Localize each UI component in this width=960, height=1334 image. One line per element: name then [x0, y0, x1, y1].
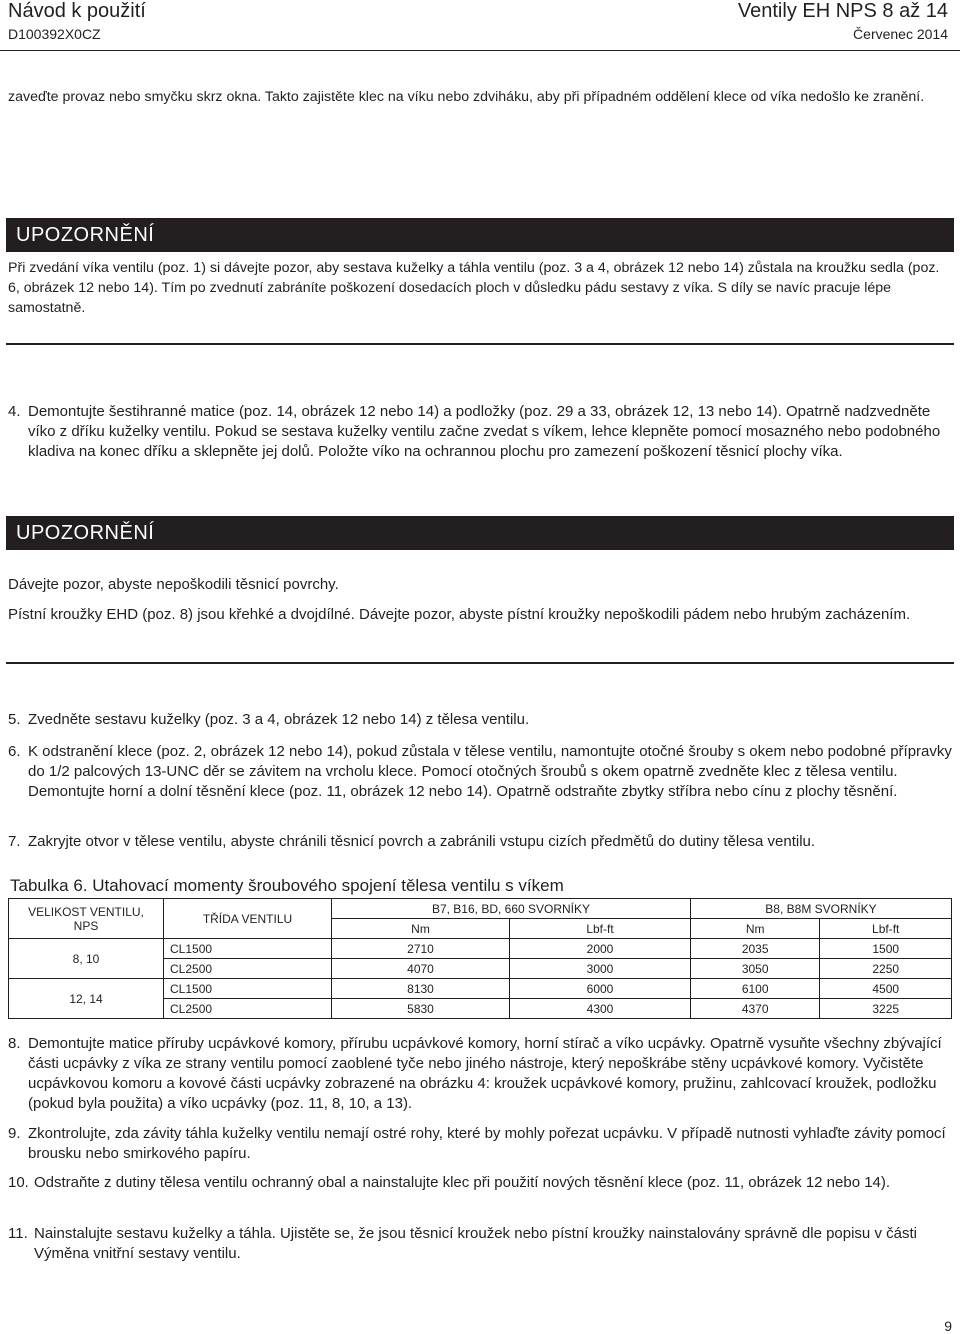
warning-label-2: UPOZORNĚNÍ: [16, 522, 155, 544]
step-text: Zkontrolujte, zda závity táhla kuželky ventilu nemají ostré rohy, které by mohly pořezat ucpávku. V případě nutnosti vyhlaďte závity pomocí brousku nebo smirkového papíru.: [28, 1125, 946, 1162]
cell-value: 4370: [690, 999, 819, 1019]
document-title: Návod k použití: [8, 0, 146, 22]
cell-value: 4300: [510, 999, 691, 1019]
unit-nm-2: Nm: [690, 919, 819, 939]
step-8: [8, 1034, 952, 1114]
page-number: 9: [944, 1318, 952, 1334]
cell-class: CL2500: [164, 999, 332, 1019]
warning-text-2a: Dávejte pozor, abyste nepoškodili těsnicí povrchy.: [8, 576, 339, 593]
cell-size: 8, 10: [9, 939, 164, 979]
product-title: Ventily EH NPS 8 až 14: [737, 0, 948, 22]
document-date: Červenec 2014: [853, 26, 948, 42]
cell-class: CL1500: [164, 939, 332, 959]
step-number: 6.: [8, 743, 21, 760]
cell-size: 12, 14: [9, 979, 164, 1019]
step-4: [8, 402, 952, 462]
step-text: Odstraňte z dutiny tělesa ventilu ochranný obal a nainstalujte klec při použití nových těsnění klece (poz. 11, obrázek 12 nebo 14).: [34, 1174, 891, 1191]
warning-banner-2: [6, 516, 954, 550]
warning-rule-1: [6, 343, 954, 345]
intro-paragraph: zaveďte provaz nebo smyčku skrz okna. Takto zajistěte klec na víku nebo zdviháku, aby při případném oddělení klece od víka nedošlo ke zranění.: [8, 89, 925, 105]
table-header-row: [9, 899, 952, 919]
warning-label-1: UPOZORNĚNÍ: [16, 224, 155, 246]
step-number: 4.: [8, 403, 21, 420]
step-number: 11.: [8, 1225, 28, 1242]
page-header: [0, 0, 960, 51]
unit-lbf-2: Lbf-ft: [820, 919, 952, 939]
step-number: 8.: [8, 1035, 21, 1052]
header-valve-class: TŘÍDA VENTILU: [164, 899, 332, 939]
cell-value: 3225: [820, 999, 952, 1019]
cell-value: 6000: [510, 979, 691, 999]
step-text: Zvedněte sestavu kuželky (poz. 3 a 4, obrázek 12 nebo 14) z tělesa ventilu.: [28, 711, 530, 728]
step-text: Zakryjte otvor v tělese ventilu, abyste chránili těsnicí povrch a zabránili vstupu cizích předmětů do dutiny tělesa ventilu.: [28, 833, 816, 850]
header-group-2: B8, B8M SVORNÍKY: [690, 899, 951, 919]
cell-value: 3050: [690, 959, 819, 979]
torque-table: [8, 898, 952, 1019]
cell-value: 3000: [510, 959, 691, 979]
table-row: [9, 979, 952, 999]
cell-value: 2035: [690, 939, 819, 959]
step-number: 7.: [8, 833, 21, 850]
unit-lbf-1: Lbf-ft: [510, 919, 691, 939]
cell-value: 4070: [332, 959, 510, 979]
cell-value: 2710: [332, 939, 510, 959]
step-text: Demontujte matice příruby ucpávkové komory, přírubu ucpávkové komory, horní stírač a víko ucpávky. Opatrně vysuňte všechny zbývající části ucpávky z víka ze strany ventilu pomocí zaoblené tyče nebo jiného nástroje, který nepoškrábe stěny ucpávkové komory. Vyčistěte ucpávkovou komoru a kovové části ucpávky zobrazené na obrázku 4: kroužek ucpávkové komory, pružinu, zahlcovací kroužek, podložku (pokud byla použita) a víko ucpávky (poz. 11, 8, 10, a 13).: [28, 1035, 942, 1112]
header-valve-size: VELIKOST VENTILU, NPS: [9, 899, 164, 939]
table-row: [9, 939, 952, 959]
cell-value: 2000: [510, 939, 691, 959]
warning-text-2b: Pístní kroužky EHD (poz. 8) jsou křehké a dvojdílné. Dávejte pozor, abyste pístní kroužky nepoškodili pádem nebo hrubým zacházením.: [8, 606, 911, 623]
cell-class: CL2500: [164, 959, 332, 979]
step-7: [8, 832, 952, 852]
step-5: [8, 710, 952, 730]
step-text: Nainstalujte sestavu kuželky a táhla. Ujistěte se, že jsou těsnicí kroužek nebo pístní kroužky nainstalovány správně dle popisu v části Výměna vnitřní sestavy ventilu.: [34, 1225, 917, 1262]
step-number: 10.: [8, 1174, 29, 1191]
cell-value: 2250: [820, 959, 952, 979]
step-10: [8, 1173, 952, 1193]
cell-value: 5830: [332, 999, 510, 1019]
step-number: 5.: [8, 711, 21, 728]
step-number: 9.: [8, 1125, 21, 1142]
step-11: [8, 1224, 952, 1264]
warning-rule-2: [6, 662, 954, 664]
step-text: K odstranění klece (poz. 2, obrázek 12 nebo 14), pokud zůstala v tělese ventilu, namontujte otočné šrouby s okem nebo podobné přípravky do 1/2 palcových 13-UNC děr se závitem na vrcholu klece. Pomocí otočných šroubů s okem opatrně zvedněte klec z tělesa ventilu. Demontujte horní a dolní těsnění klece (poz. 11, obrázek 12 nebo 14). Opatrně odstraňte zbytky stříbra nebo cínu z plochy těsnění.: [28, 743, 952, 800]
cell-value: 8130: [332, 979, 510, 999]
warning-text-1: Při zvedání víka ventilu (poz. 1) si dávejte pozor, aby sestava kuželky a táhla ventilu (poz. 3 a 4, obrázek 12 nebo 14) zůstala na kroužku sedla (poz. 6, obrázek 12 nebo 14). Tím po zvednutí zabráníte poškození dosedacích ploch v důsledku pádu sestavy z víka. S díly se navíc pracuje lépe samostatně.: [8, 260, 940, 316]
warning-banner-1: [6, 218, 954, 252]
cell-value: 1500: [820, 939, 952, 959]
unit-nm-1: Nm: [332, 919, 510, 939]
step-9: [8, 1124, 952, 1164]
step-text: Demontujte šestihranné matice (poz. 14, obrázek 12 nebo 14) a podložky (poz. 29 a 33, obrázek 12, 13 nebo 14). Opatrně nadzvedněte víko z dříku kuželky ventilu. Pokud se sestava kuželky ventilu začne zvedat s víkem, lehce klepněte pomocí mosazného nebo podobného kladiva na konec dříku a sklepněte jej dolů. Položte víko na ochrannou plochu pro zamezení poškození těsnicí plochy víka.: [28, 403, 941, 460]
step-6: [8, 742, 952, 802]
cell-value: 6100: [690, 979, 819, 999]
header-group-1: B7, B16, BD, 660 SVORNÍKY: [332, 899, 691, 919]
cell-class: CL1500: [164, 979, 332, 999]
cell-value: 4500: [820, 979, 952, 999]
document-code: D100392X0CZ: [8, 26, 101, 42]
table-title: Tabulka 6. Utahovací momenty šroubového spojení tělesa ventilu s víkem: [10, 876, 564, 895]
